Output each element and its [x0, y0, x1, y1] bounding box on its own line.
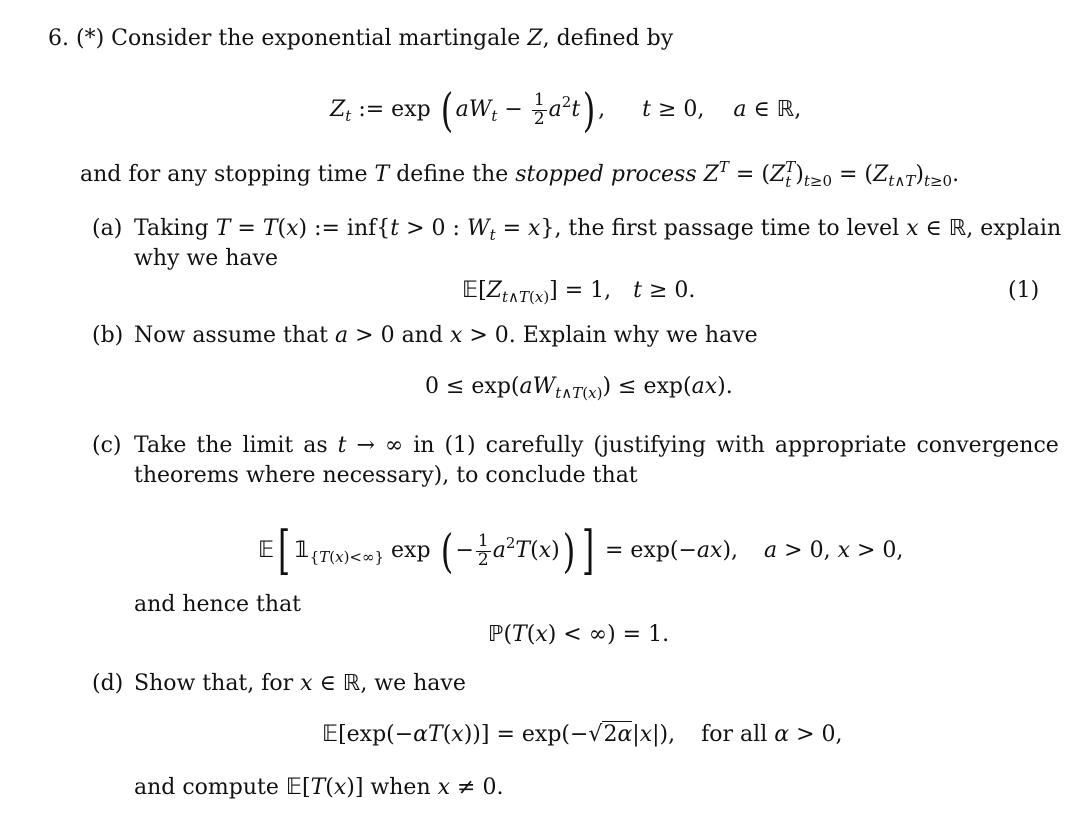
part-c-label: (c) — [92, 433, 122, 458]
part-a-equation: $𝔼[Z_{t\wedge T(x)}] = 1$, t ≥ 0. — [462, 278, 696, 306]
problem-intro: Consider the exponential martingale Z, defined by — [111, 26, 674, 51]
definition-equation: $Z_t$ := exp ( $aW_t$ − $\frac{1}{2}$ $a^2t$) , t ≥ 0, a ∈ ℝ, — [330, 83, 802, 137]
part-c-equation2: ℙ(T(x) < ∞) = 1. — [488, 622, 670, 647]
part-d-label: (d) — [92, 671, 124, 696]
part-c-equation1: 𝔼[ $𝟙_{\{T(x)<\infty\}}$ exp ( − $\frac{1}{2}$ $a^2T(x)$) ] = exp(−ax), a > 0, x > 0, — [258, 521, 904, 581]
part-b-text: Now assume that a > 0 and x > 0. Explain why we have — [134, 323, 758, 348]
part-a-label: (a) — [92, 216, 123, 241]
part-c-line1: Take the limit as t → ∞ in (1) carefully (justifying with appropriate convergence — [134, 433, 1059, 458]
part-d-equation: 𝔼[exp(−αT(x))] = exp(−√2α|x|), for all α > 0, — [322, 722, 843, 747]
part-a-line1: Taking T = T(x) := inf{t > 0 : $W_t = x$}, the first passage time to level x ∈ ℝ, explain — [134, 216, 1062, 244]
part-a-line2: why we have — [134, 246, 278, 271]
part-c-line2: theorems where necessary), to conclude that — [134, 463, 638, 488]
part-d-final: and compute 𝔼[T(x)] when x ≠ 0. — [134, 775, 504, 800]
stopped-process-line: and for any stopping time T define the stopped process $Z^T = (Z$ T t )$_{t\ge 0} = (Z_{t\wedge T})_{t\ge 0}$. — [80, 158, 960, 191]
problem-header — [48, 26, 673, 52]
equation-number-1: (1) — [1008, 278, 1040, 303]
problem-number: 6. — [48, 26, 69, 51]
part-d-text: Show that, for x ∈ ℝ, we have — [134, 671, 466, 696]
part-b-equation: $0 \le \exp(aW_{t\wedge T(x)}) \le \exp(ax)$. — [425, 374, 733, 402]
problem-star: (*) — [76, 26, 105, 51]
part-c-hence: and hence that — [134, 592, 302, 617]
part-b-label: (b) — [92, 323, 124, 348]
